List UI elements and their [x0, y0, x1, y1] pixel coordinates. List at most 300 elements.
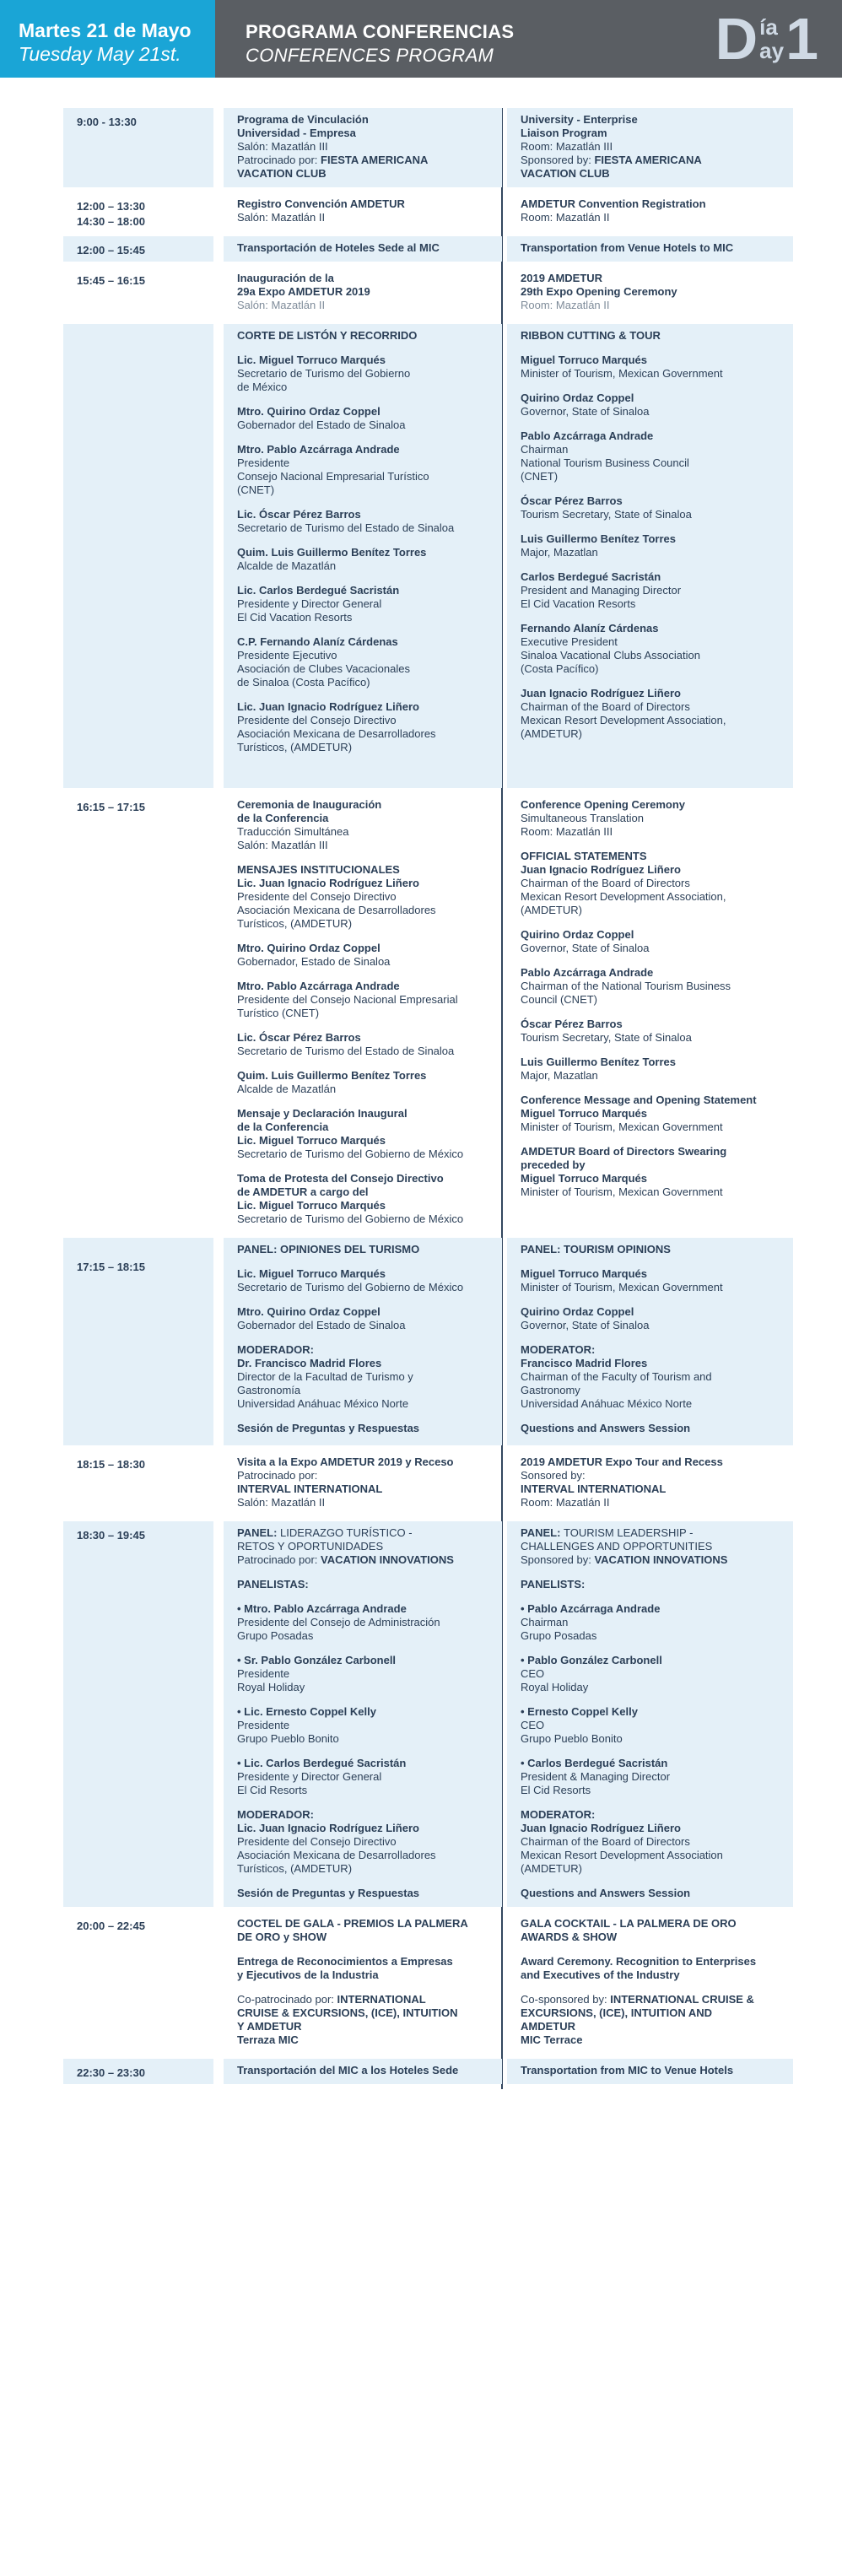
text-line: COCTEL DE GALA - PREMIOS LA PALMERA — [237, 1917, 468, 1930]
text-line — [521, 597, 780, 611]
text-regular: Tourism Secretary, State of Sinaloa — [521, 508, 692, 521]
text-line — [237, 419, 488, 432]
text-line — [237, 1212, 488, 1226]
text-line — [237, 1281, 488, 1294]
text-line — [237, 1719, 488, 1732]
text-line — [237, 381, 488, 394]
text-line: Salón: Mazatlán II — [237, 299, 326, 311]
text-regular: Governor, State of Sinaloa — [521, 1319, 650, 1331]
text-block — [237, 863, 488, 931]
text-line: EXCURSIONS, (ICE), INTUITION AND — [521, 2006, 713, 2019]
text-line: Terraza MIC — [237, 2033, 299, 2046]
text-line — [237, 1083, 488, 1096]
text-block — [521, 570, 780, 611]
text-regular: Gobernador, Estado de Sinaloa — [237, 955, 391, 968]
text-block — [237, 508, 488, 535]
text-line — [237, 611, 488, 624]
time-slot: 18:30 – 19:45 — [63, 1521, 213, 1907]
text-line: Quim. Luis Guillermo Benítez Torres — [237, 1069, 427, 1082]
time-slot: 20:00 – 22:45 — [77, 1920, 145, 1932]
text-regular: Salón: Mazatlán III — [237, 839, 328, 851]
time-slot: 12:00 – 13:30 14:30 – 18:00 — [77, 200, 145, 228]
text-line: Lic. Carlos Berdegué Sacristán — [237, 584, 400, 597]
text-line — [237, 955, 488, 969]
text-line — [521, 584, 780, 597]
text-regular: Minister of Tourism, Mexican Government — [521, 1281, 723, 1293]
text-regular: Grupo Pueblo Bonito — [521, 1732, 623, 1745]
text-line: Pablo Azcárraga Andrade — [521, 966, 654, 979]
text-block — [237, 635, 488, 689]
text-line: PANEL: OPINIONES DEL TURISMO — [237, 1243, 420, 1256]
text-block — [237, 980, 488, 1020]
text-regular: Patrocinado por: — [237, 154, 321, 166]
time-slot: 18:15 – 18:30 — [77, 1458, 145, 1471]
text-line — [521, 140, 780, 154]
text-line: Transportation from MIC to Venue Hotels — [521, 2064, 734, 2076]
text-regular: Presidente del Consejo de Administración — [237, 1616, 440, 1628]
text-line — [237, 727, 488, 741]
date-en: Tuesday May 21st. — [19, 43, 181, 65]
text-regular: Sinaloa Vacational Clubs Association — [521, 649, 700, 662]
text-line: GALA COCKTAIL - LA PALMERA DE ORO — [521, 1917, 737, 1930]
text-block — [237, 1602, 488, 1643]
text-regular: Universidad Anáhuac México Norte — [237, 1397, 409, 1410]
text-line — [237, 1496, 488, 1509]
text-block — [521, 1422, 780, 1435]
text-regular: Secretario de Turismo del Estado de Sinaloa — [237, 521, 455, 534]
text-regular: El Cid Vacation Resorts — [237, 611, 353, 624]
text-regular: Executive President — [521, 635, 618, 648]
schedule-row — [63, 1521, 793, 1907]
text-block — [237, 1243, 488, 1256]
text-block — [237, 1305, 488, 1332]
text-line: • Sr. Pablo González Carbonell — [237, 1654, 488, 1667]
text-bold: INTERNATIONAL CRUISE & — [610, 1993, 754, 2006]
text-line — [237, 559, 488, 573]
text-regular: Gastronomy — [521, 1384, 580, 1396]
text-line: Y AMDETUR — [237, 2020, 302, 2033]
text-regular: Chairman of the Board of Directors — [521, 700, 690, 713]
text-line — [521, 405, 780, 419]
text-line — [521, 1069, 780, 1083]
text-regular: Chairman of the Faculty of Tourism and — [521, 1370, 712, 1383]
text-line: C.P. Fernando Alaníz Cárdenas — [237, 635, 398, 648]
text-regular: Chairman of the Board of Directors — [521, 877, 690, 889]
session-es — [224, 2059, 502, 2084]
day-number: 1 — [785, 6, 818, 72]
text-line — [521, 1540, 780, 1553]
text-regular: Grupo Posadas — [521, 1629, 597, 1642]
text-regular: Chairman — [521, 1616, 569, 1628]
text-line — [237, 1526, 488, 1540]
text-line: Entrega de Reconocimientos a Empresas — [237, 1955, 453, 1968]
text-line — [237, 1629, 488, 1643]
text-line — [237, 1681, 488, 1694]
session-es — [224, 793, 502, 1233]
text-regular: LIDERAZGO TURÍSTICO - — [280, 1526, 413, 1539]
text-block — [237, 1267, 488, 1294]
text-line: Transportación del MIC a los Hoteles Sede — [237, 2064, 459, 2076]
text-block — [237, 1578, 488, 1591]
text-line: Programa de Vinculación — [237, 113, 369, 126]
text-block — [521, 1654, 780, 1694]
text-line — [521, 700, 780, 714]
text-line — [521, 1770, 780, 1784]
text-line — [521, 727, 780, 741]
text-bold: PANEL: — [521, 1526, 564, 1539]
text-block — [237, 546, 488, 573]
text-regular: Asociación Mexicana de Desarrolladores — [237, 904, 436, 916]
text-block — [237, 1654, 488, 1694]
text-regular: (CNET) — [521, 470, 559, 483]
text-line — [237, 483, 488, 497]
text-line — [237, 993, 488, 1007]
schedule-row — [63, 793, 793, 1233]
text-regular: Traducción Simultánea — [237, 825, 349, 838]
text-regular: Sponsored by: — [521, 1553, 595, 1566]
text-block — [521, 1887, 780, 1900]
text-block — [521, 532, 780, 559]
text-line — [237, 1397, 488, 1411]
text-line: CORTE DE LISTÓN Y RECORRIDO — [237, 329, 418, 342]
text-line: Miguel Torruco Marqués — [521, 1107, 647, 1120]
text-line — [521, 1681, 780, 1694]
text-line: • Pablo González Carbonell — [521, 1654, 780, 1667]
text-regular: Room: Mazatlán III — [521, 825, 613, 838]
text-block — [237, 1705, 488, 1746]
text-line: Lic. Miguel Torruco Marqués — [237, 1134, 386, 1147]
text-line: Quim. Luis Guillermo Benítez Torres — [237, 546, 427, 559]
day-letter: D — [715, 6, 758, 72]
text-line: Lic. Juan Ignacio Rodríguez Liñero — [237, 877, 419, 889]
text-regular: Turísticos, (AMDETUR) — [237, 917, 353, 930]
text-line — [521, 980, 780, 993]
text-line: Liaison Program — [521, 127, 607, 139]
text-regular: Governor, State of Sinaloa — [521, 942, 650, 954]
session-en — [507, 1450, 793, 1516]
text-line — [521, 812, 780, 825]
text-regular: Chairman of the National Tourism Business — [521, 980, 731, 992]
day-en-part: ay — [759, 38, 785, 63]
text-line: MODERATOR: — [521, 1343, 596, 1356]
text-line: 29th Expo Opening Ceremony — [521, 285, 677, 298]
text-block — [521, 1018, 780, 1045]
session-es — [224, 236, 502, 262]
text-line: • Mtro. Pablo Azcárraga Andrade — [237, 1602, 488, 1616]
time-slot: 9:00 - 13:30 — [63, 108, 213, 187]
text-block — [237, 1031, 488, 1058]
text-block — [237, 942, 488, 969]
text-line — [237, 211, 488, 224]
text-line: • Lic. Ernesto Coppel Kelly — [237, 1705, 488, 1719]
text-bold: VACATION INNOVATIONS — [321, 1553, 454, 1566]
text-regular: Grupo Pueblo Bonito — [237, 1732, 339, 1745]
text-line — [521, 1784, 780, 1797]
session-es — [224, 1238, 502, 1445]
text-line: Dr. Francisco Madrid Flores — [237, 1357, 382, 1369]
text-regular: Patrocinado por: — [237, 1553, 321, 1566]
text-line: de AMDETUR a cargo del — [237, 1185, 369, 1198]
text-line — [237, 676, 488, 689]
schedule-row — [63, 108, 793, 187]
text-bold: VACATION INNOVATIONS — [594, 1553, 728, 1566]
text-block — [521, 1267, 780, 1294]
text-line: Room: Mazatlán II — [521, 299, 610, 311]
text-block — [521, 798, 780, 839]
text-regular: Alcalde de Mazatlán — [237, 1083, 337, 1095]
time-slot: 12:00 – 15:45 — [63, 236, 213, 262]
text-line — [237, 154, 488, 167]
text-line: 2019 AMDETUR — [521, 272, 603, 284]
text-line: PANELISTS: — [521, 1578, 586, 1590]
text-regular: (Costa Pacífico) — [521, 662, 599, 675]
text-line: Questions and Answers Session — [521, 1422, 691, 1434]
text-regular: Presidente del Consejo Directivo — [237, 890, 397, 903]
date-es: Martes 21 de Mayo — [19, 19, 192, 41]
text-line: Mtro. Pablo Azcárraga Andrade — [237, 980, 400, 992]
text-block — [521, 1145, 780, 1199]
text-regular: Asociación Mexicana de Desarrolladores — [237, 727, 436, 740]
text-regular: Minister of Tourism, Mexican Government — [521, 1185, 723, 1198]
text-block — [237, 1993, 488, 2047]
text-line — [237, 1553, 488, 1567]
text-line — [521, 1397, 780, 1411]
text-line: Lic. Juan Ignacio Rodríguez Liñero — [237, 700, 419, 713]
text-block — [237, 1917, 488, 1944]
text-block — [237, 329, 488, 343]
session-es — [224, 108, 502, 187]
text-line — [521, 470, 780, 483]
text-line: Fernando Alaníz Cárdenas — [521, 622, 659, 635]
text-regular: Patrocinado por: — [237, 1469, 318, 1482]
text-regular: Secretario de Turismo del Gobierno de México — [237, 1148, 464, 1160]
text-regular: Alcalde de Mazatlán — [237, 559, 337, 572]
text-line: Miguel Torruco Marqués — [521, 354, 647, 366]
text-regular: Turísticos, (AMDETUR) — [237, 741, 353, 753]
text-line — [521, 904, 780, 917]
text-line — [237, 140, 488, 154]
text-line — [521, 508, 780, 521]
text-line — [521, 1121, 780, 1134]
text-line: • Ernesto Coppel Kelly — [521, 1705, 780, 1719]
text-line — [237, 456, 488, 470]
text-line — [237, 1384, 488, 1397]
session-en — [507, 236, 793, 262]
text-regular: Presidente del Consejo Directivo — [237, 1835, 397, 1848]
text-block — [237, 405, 488, 432]
text-regular: (CNET) — [237, 483, 275, 496]
text-line — [237, 839, 488, 852]
text-line — [237, 741, 488, 754]
text-line — [237, 1540, 488, 1553]
text-line: Quirino Ordaz Coppel — [521, 392, 634, 404]
text-line — [521, 154, 780, 167]
session-es — [224, 267, 502, 319]
text-line — [237, 367, 488, 381]
text-line — [521, 649, 780, 662]
text-block — [521, 1578, 780, 1591]
text-regular: Chairman of the Board of Directors — [521, 1835, 690, 1848]
date-banner — [0, 0, 215, 78]
text-block — [237, 1107, 488, 1161]
text-regular: Presidente del Consejo Nacional Empresarial — [237, 993, 458, 1006]
text-line — [237, 825, 488, 839]
text-regular: Asociación de Clubes Vacacionales — [237, 662, 410, 675]
text-line: y Ejecutivos de la Industria — [237, 1968, 379, 1981]
text-regular: El Cid Vacation Resorts — [521, 597, 636, 610]
text-line: de la Conferencia — [237, 1121, 329, 1133]
text-block — [237, 1069, 488, 1096]
text-regular: Presidente — [237, 456, 290, 469]
text-line: • Lic. Carlos Berdegué Sacristán — [237, 1757, 488, 1770]
schedule-row — [63, 1912, 793, 2054]
text-regular: Secretario de Turismo del Estado de Sinaloa — [237, 1045, 455, 1057]
text-line: Conference Message and Opening Statement — [521, 1094, 757, 1106]
text-line — [521, 1031, 780, 1045]
text-block — [521, 354, 780, 381]
text-line — [237, 1148, 488, 1161]
text-line — [237, 649, 488, 662]
text-block — [237, 1887, 488, 1900]
text-bold: FIESTA AMERICANA — [594, 154, 702, 166]
text-regular: Sonsored by: — [521, 1469, 586, 1482]
text-block — [521, 494, 780, 521]
text-block — [521, 1056, 780, 1083]
schedule-row — [63, 192, 793, 231]
text-line: Pablo Azcárraga Andrade — [521, 429, 654, 442]
text-regular: Secretario de Turismo del Gobierno — [237, 367, 411, 380]
text-regular: Gobernador del Estado de Sinaloa — [237, 1319, 406, 1331]
text-line: Mensaje y Declaración Inaugural — [237, 1107, 408, 1120]
text-line: Mtro. Pablo Azcárraga Andrade — [237, 443, 400, 456]
text-block — [521, 429, 780, 483]
text-regular: Major, Mazatlan — [521, 1069, 598, 1082]
text-line — [237, 521, 488, 535]
session-en — [507, 793, 793, 1233]
text-bold: PANEL: — [237, 1526, 281, 1539]
text-line: Sesión de Preguntas y Respuestas — [237, 1887, 420, 1899]
text-block — [521, 1993, 780, 2047]
time-slot — [63, 324, 213, 788]
text-line — [521, 1862, 780, 1876]
text-regular: TOURISM LEADERSHIP - — [564, 1526, 694, 1539]
text-line — [237, 917, 488, 931]
text-line — [237, 1007, 488, 1020]
text-regular: Salón: Mazatlán II — [237, 1496, 326, 1509]
text-line: Inauguración de la — [237, 272, 334, 284]
text-line — [521, 1732, 780, 1746]
text-line — [237, 1319, 488, 1332]
text-block — [521, 1526, 780, 1567]
text-block — [521, 1757, 780, 1797]
text-regular: Governor, State of Sinaloa — [521, 405, 650, 418]
text-line — [237, 1370, 488, 1384]
text-line: Lic. Óscar Pérez Barros — [237, 508, 361, 521]
text-block — [521, 966, 780, 1007]
text-block — [521, 687, 780, 741]
text-line — [237, 1616, 488, 1629]
text-regular: Mexican Resort Development Association, — [521, 714, 726, 726]
text-regular: Salón: Mazatlán II — [237, 211, 326, 224]
text-line: Transportation from Venue Hotels to MIC — [521, 241, 734, 254]
text-line: AMDETUR Board of Directors Swearing — [521, 1145, 727, 1158]
session-en — [507, 108, 793, 187]
text-block — [237, 1343, 488, 1411]
text-line: DE ORO y SHOW — [237, 1931, 327, 1943]
text-line: • Pablo Azcárraga Andrade — [521, 1602, 780, 1616]
text-line: Juan Ignacio Rodríguez Liñero — [521, 687, 681, 699]
text-line: Transportación de Hoteles Sede al MIC — [237, 241, 440, 254]
text-line: PANEL: TOURISM OPINIONS — [521, 1243, 671, 1256]
text-line: Quirino Ordaz Coppel — [521, 1305, 634, 1318]
text-line: Francisco Madrid Flores — [521, 1357, 648, 1369]
text-line — [521, 443, 780, 456]
text-line — [237, 1770, 488, 1784]
text-line — [521, 825, 780, 839]
text-line — [237, 1469, 488, 1482]
text-line: OFFICIAL STATEMENTS — [521, 850, 647, 862]
text-regular: President & Managing Director — [521, 1770, 671, 1783]
text-block — [237, 1172, 488, 1226]
text-line: MODERATOR: — [521, 1808, 596, 1821]
text-block — [521, 1094, 780, 1134]
text-regular: CHALLENGES AND OPPORTUNITIES — [521, 1540, 713, 1553]
text-line: Óscar Pérez Barros — [521, 494, 623, 507]
session-es — [224, 192, 502, 231]
text-line: Registro Convención AMDETUR — [237, 197, 405, 210]
schedule-row — [63, 236, 793, 262]
text-line — [521, 1849, 780, 1862]
text-regular: Presidente — [237, 1667, 290, 1680]
text-block — [521, 329, 780, 343]
text-line: Lic. Miguel Torruco Marqués — [237, 354, 386, 366]
text-block — [521, 1917, 780, 1944]
text-line: Mtro. Quirino Ordaz Coppel — [237, 942, 381, 954]
text-block — [237, 1757, 488, 1797]
text-regular: Chairman — [521, 443, 569, 456]
text-regular: National Tourism Business Council — [521, 456, 689, 469]
text-line — [237, 1732, 488, 1746]
text-regular: Universidad Anáhuac México Norte — [521, 1397, 693, 1410]
text-line: VACATION CLUB — [521, 167, 610, 180]
text-regular: Grupo Posadas — [237, 1629, 314, 1642]
text-line — [521, 367, 780, 381]
text-regular: Turísticos, (AMDETUR) — [237, 1862, 353, 1875]
text-bold: INTERNATIONAL — [337, 1993, 426, 2006]
text-block — [237, 1422, 488, 1435]
text-regular: Simultaneous Translation — [521, 812, 644, 824]
text-line: Juan Ignacio Rodríguez Liñero — [521, 863, 681, 876]
schedule-row — [63, 1450, 793, 1516]
text-regular: Room: Mazatlán III — [521, 140, 613, 153]
schedule-row — [63, 2059, 793, 2084]
text-regular: (AMDETUR) — [521, 727, 582, 740]
text-line — [237, 1849, 488, 1862]
text-line: University - Enterprise — [521, 113, 638, 126]
text-line: • Carlos Berdegué Sacristán — [521, 1757, 780, 1770]
text-block — [237, 1526, 488, 1567]
text-line — [521, 456, 780, 470]
text-line — [237, 904, 488, 917]
text-line — [237, 1045, 488, 1058]
text-line — [521, 1719, 780, 1732]
text-block — [521, 928, 780, 955]
schedule-row — [63, 324, 793, 788]
text-regular: Asociación Mexicana de Desarrolladores — [237, 1849, 436, 1861]
text-regular: RETOS Y OPORTUNIDADES — [237, 1540, 384, 1553]
text-regular: Minister of Tourism, Mexican Government — [521, 367, 723, 380]
text-line: Carlos Berdegué Sacristán — [521, 570, 661, 583]
